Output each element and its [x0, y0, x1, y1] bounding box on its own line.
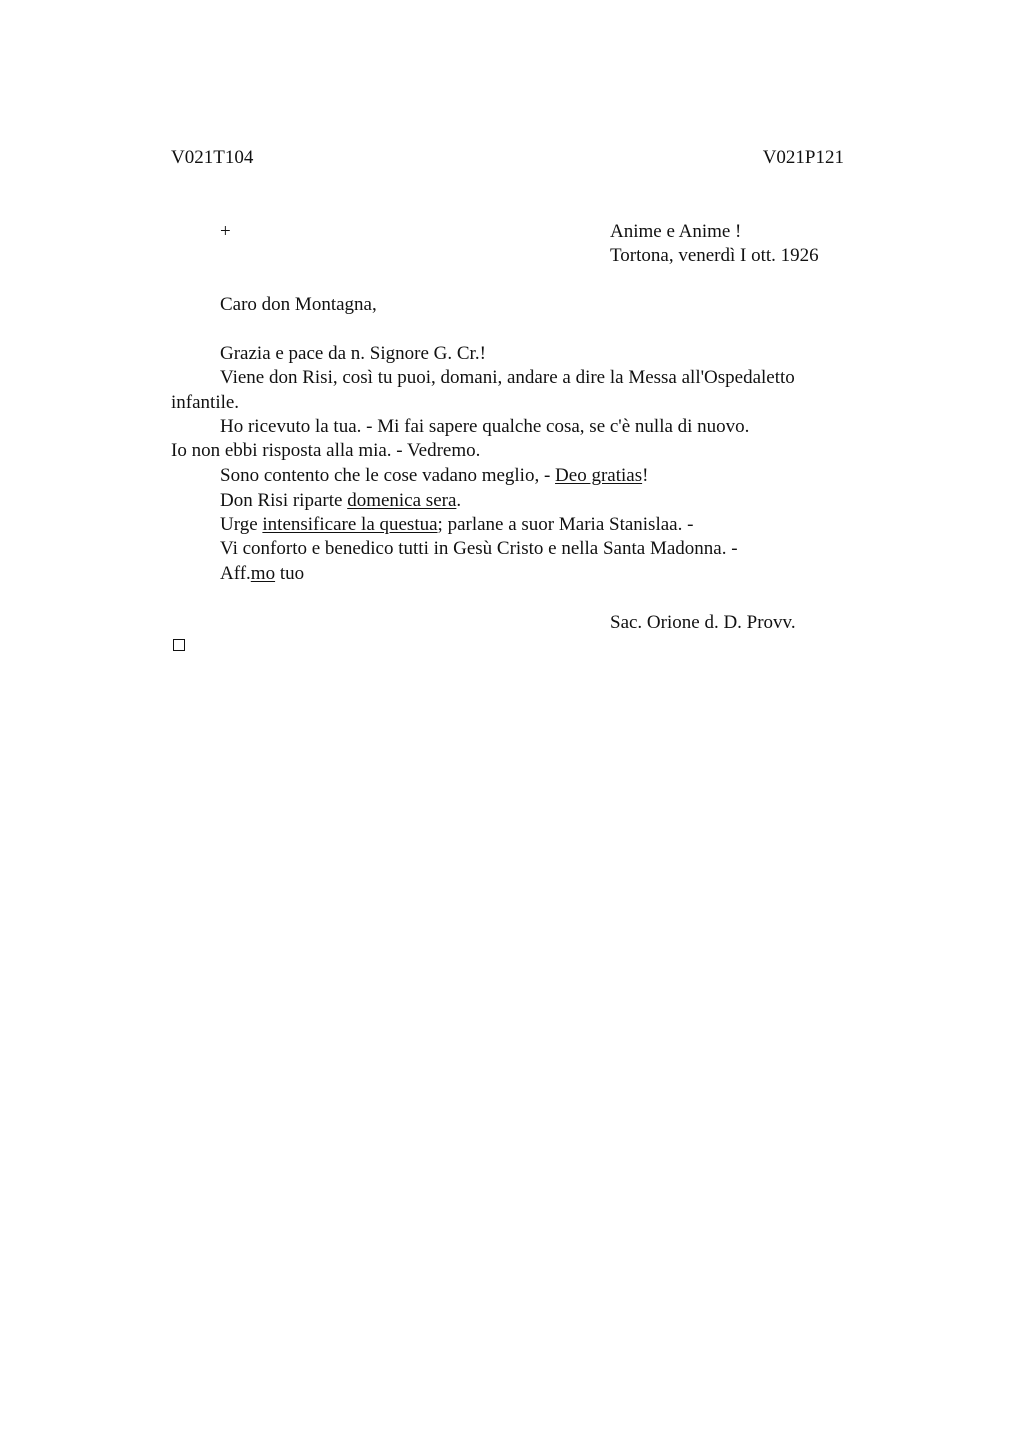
paragraph-1-line-2: infantile. [171, 392, 240, 413]
paragraph-5 [220, 513, 693, 538]
closing-text: Aff. [220, 563, 251, 584]
square-outline-icon [173, 639, 185, 651]
paragraph-2-line-1: Ho ricevuto la tua. - Mi fai sapere qualche cosa, se c'è nulla di nuovo. [220, 416, 750, 437]
paragraph-3-underlined: Deo gratias [555, 465, 643, 486]
place-date: Tortona, venerdì I ott. 1926 [610, 245, 819, 266]
paragraph-1-line-1: Viene don Risi, così tu puoi, domani, andare a dire la Messa all'Ospedaletto [220, 367, 795, 388]
paragraph-5-underlined: intensificare la questua [262, 514, 438, 535]
paragraph-3-end: ! [642, 465, 649, 486]
greeting: Grazia e pace da n. Signore G. Cr.! [220, 343, 486, 364]
paragraph-3 [220, 464, 648, 489]
paragraph-2-line-2: Io non ebbi risposta alla mia. - Vedremo. [171, 440, 481, 461]
paragraph-4-text: Don Risi riparte [220, 490, 348, 511]
salutation: Caro don Montagna, [220, 294, 377, 315]
closing [220, 562, 304, 587]
signature: Sac. Orione d. D. Provv. [610, 612, 796, 633]
paragraph-5-end: ; parlane a suor Maria Stanislaa. - [437, 514, 694, 535]
header-right-code: V021P121 [762, 147, 844, 168]
motto: Anime e Anime ! [610, 221, 742, 242]
cross-symbol: + [220, 221, 231, 242]
header-left-code: V021T104 [171, 147, 254, 168]
paragraph-5-text: Urge [220, 514, 263, 535]
paragraph-4-underlined: domenica sera [347, 490, 457, 511]
closing-end: tuo [275, 563, 305, 584]
paragraph-4-end: . [456, 490, 462, 511]
paragraph-3-text: Sono contento che le cose vadano meglio, - [220, 465, 556, 486]
closing-underlined: mo [250, 563, 276, 584]
paragraph-4 [220, 489, 461, 514]
paragraph-6: Vi conforto e benedico tutti in Gesù Cristo e nella Santa Madonna. - [220, 538, 738, 559]
